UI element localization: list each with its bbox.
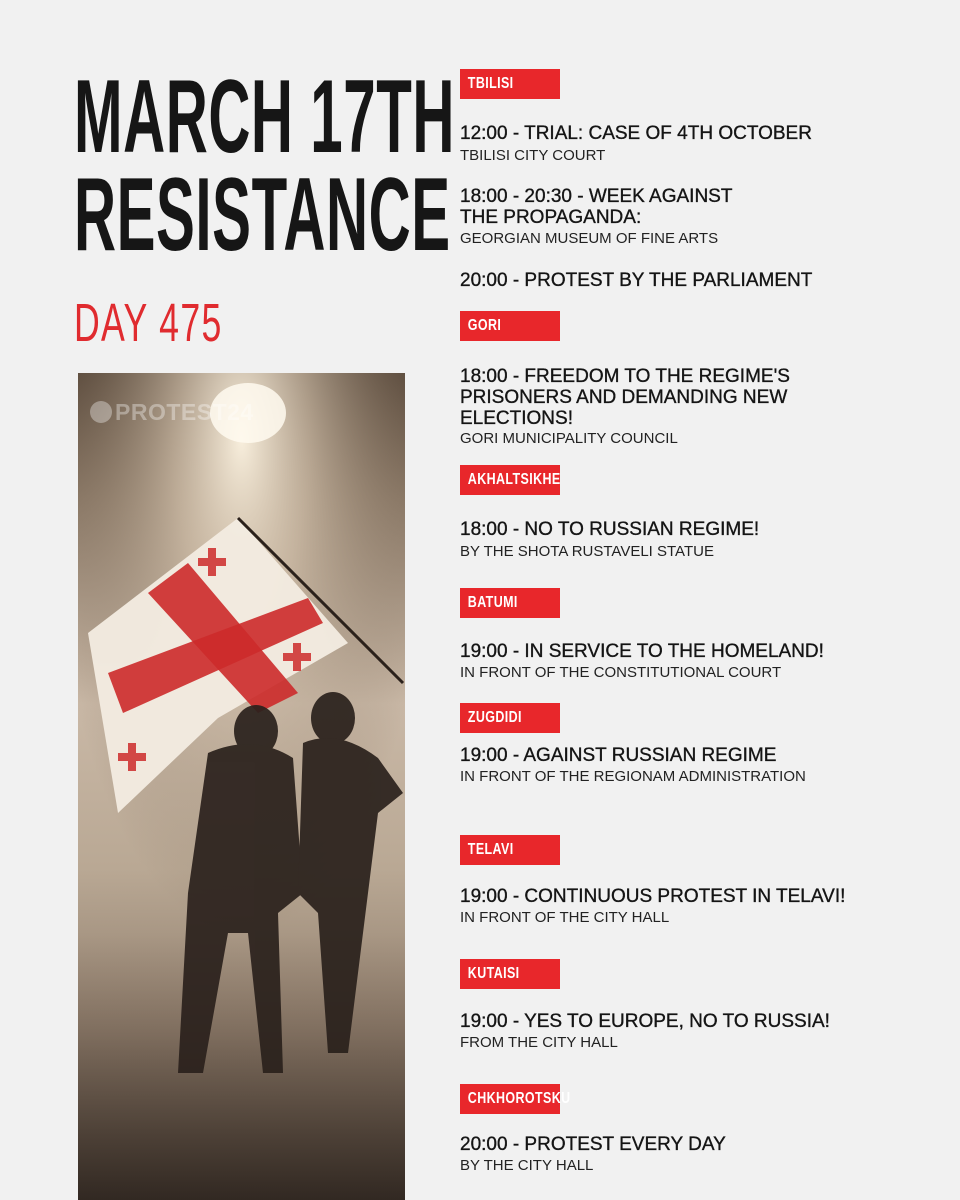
- city-badge-telavi: [460, 835, 560, 865]
- protest-photo: [78, 373, 405, 1200]
- event-location: GORI MUNICIPALITY COUNCIL: [460, 430, 678, 447]
- day-counter: DAY 475: [74, 293, 223, 353]
- title-line-2: RESISTANCE: [74, 157, 451, 273]
- event-title: 18:00 - 20:30 - WEEK AGAINST THE PROPAGANDA:: [460, 186, 733, 228]
- event-title: 19:00 - YES TO EUROPE, NO TO RUSSIA!: [460, 1011, 830, 1032]
- event-location: BY THE SHOTA RUSTAVELI STATUE: [460, 543, 714, 560]
- city-label: TELAVI: [467, 841, 514, 858]
- watermark-text: PROTEST24: [115, 399, 254, 425]
- title-line-1: MARCH 17TH: [74, 59, 455, 175]
- event-location: IN FRONT OF THE REGIONAM ADMINISTRATION: [460, 768, 806, 785]
- city-badge-batumi: [460, 588, 560, 618]
- city-badge-chkhorotsku: [460, 1084, 571, 1114]
- city-label: ZUGDIDI: [467, 709, 522, 726]
- city-label: BATUMI: [467, 594, 518, 611]
- event-title: 19:00 - CONTINUOUS PROTEST IN TELAVI!: [460, 886, 846, 907]
- city-badge-gori: [460, 311, 560, 341]
- city-label: CHKHOROTSKU: [467, 1090, 571, 1107]
- event-title: 19:00 - IN SERVICE TO THE HOMELAND!: [460, 641, 824, 662]
- page-title: [74, 59, 455, 273]
- city-label: TBILISI: [467, 75, 514, 92]
- event-location: TBILISI CITY COURT: [460, 147, 606, 164]
- event-location: GEORGIAN MUSEUM OF FINE ARTS: [460, 230, 719, 247]
- event-title: 20:00 - PROTEST BY THE PARLIAMENT: [460, 270, 813, 291]
- event-title: 19:00 - AGAINST RUSSIAN REGIME: [460, 745, 777, 766]
- city-badge-zugdidi: [460, 703, 560, 733]
- event-title: 18:00 - FREEDOM TO THE REGIME'S PRISONERS AND DEMANDING NEW ELECTIONS!: [460, 366, 790, 429]
- event-location: IN FRONT OF THE CITY HALL: [460, 909, 670, 926]
- city-label: GORI: [467, 317, 502, 334]
- city-label: KUTAISI: [467, 965, 520, 982]
- city-badge-akhaltsikhe: [460, 465, 560, 495]
- city-badge-kutaisi: [460, 959, 560, 989]
- event-title: 12:00 - TRIAL: CASE OF 4TH OCTOBER: [460, 123, 812, 144]
- event-location: BY THE CITY HALL: [460, 1157, 594, 1174]
- event-title: 18:00 - NO TO RUSSIAN REGIME!: [460, 519, 760, 540]
- event-title: 20:00 - PROTEST EVERY DAY: [460, 1134, 726, 1155]
- watermark: [90, 399, 254, 426]
- event-location: FROM THE CITY HALL: [460, 1034, 618, 1051]
- city-label: AKHALTSIKHE: [467, 471, 561, 488]
- protest-photo-illustration: [78, 373, 405, 1200]
- event-location: IN FRONT OF THE CONSTITUTIONAL COURT: [460, 664, 782, 681]
- city-badge-tbilisi: [460, 69, 560, 99]
- fist-icon: [90, 401, 112, 423]
